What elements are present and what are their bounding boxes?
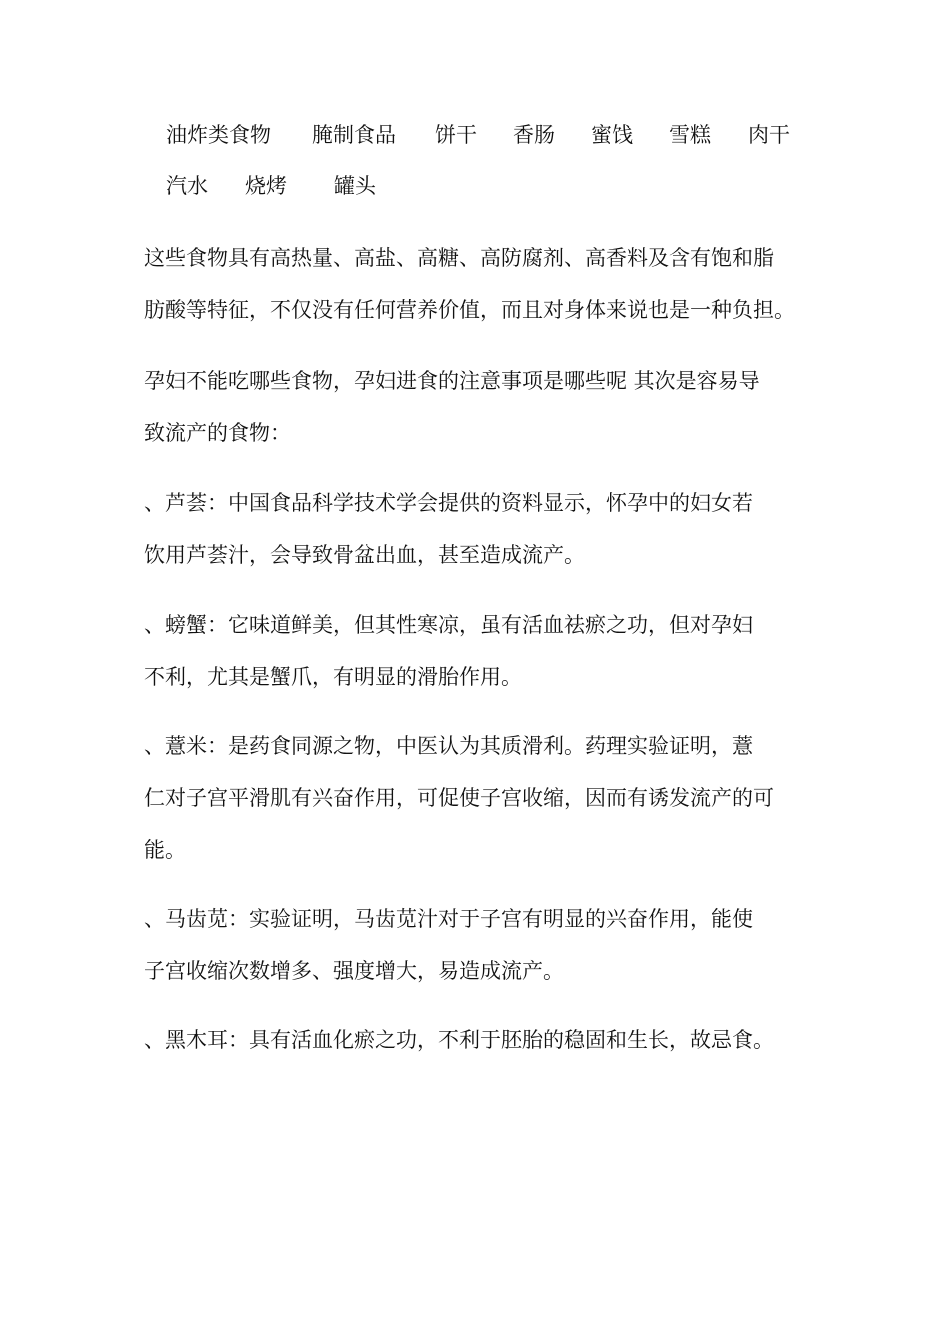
paragraph-aloe <box>144 477 812 581</box>
food-item: 烧烤 <box>245 174 287 198</box>
food-item: 香肠 <box>513 123 555 147</box>
text-line: 不利，尤其是蟹爪，有明显的滑胎作用。 <box>144 665 522 689</box>
food-item: 肉干 <box>748 123 790 147</box>
food-item: 油炸类食物 <box>166 123 271 147</box>
paragraph-black-fungus <box>144 1014 812 1066</box>
text-line: 、黑木耳：具有活血化瘀之功，不利于胚胎的稳固和生长，故忌食。 <box>144 1028 774 1052</box>
paragraph-purslane <box>144 893 812 997</box>
paragraph-junk-food-summary <box>144 232 812 336</box>
food-item: 罐头 <box>334 174 376 198</box>
text-line: 肪酸等特征，不仅没有任何营养价值，而且对身体来说也是一种负担。 <box>144 298 795 322</box>
text-line: 致流产的食物： <box>144 421 291 445</box>
text-line: 子宫收缩次数增多、强度增大，易造成流产。 <box>144 959 564 983</box>
paragraph-crab <box>144 599 812 703</box>
text-line: 、螃蟹：它味道鲜美，但其性寒凉，虽有活血祛瘀之功，但对孕妇 <box>144 613 753 637</box>
text-line: 这些食物具有高热量、高盐、高糖、高防腐剂、高香料及含有饱和脂 <box>144 246 774 270</box>
text-line: 、薏米：是药食同源之物，中医认为其质滑利。药理实验证明，薏 <box>144 734 753 758</box>
food-item: 雪糕 <box>669 123 711 147</box>
food-item: 汽水 <box>166 174 208 198</box>
food-item: 蜜饯 <box>591 123 633 147</box>
text-line: 、马齿苋：实验证明，马齿苋汁对于子宫有明显的兴奋作用，能使 <box>144 907 753 931</box>
text-line: 、芦荟：中国食品科学技术学会提供的资料显示，怀孕中的妇女若 <box>144 491 753 515</box>
text-line: 饮用芦荟汁，会导致骨盆出血，甚至造成流产。 <box>144 543 585 567</box>
food-item: 饼干 <box>435 123 477 147</box>
paragraph-intro-miscarriage-foods <box>144 355 812 459</box>
text-line: 能。 <box>144 838 186 862</box>
text-line: 孕妇不能吃哪些食物，孕妇进食的注意事项是哪些呢 其次是容易导 <box>144 369 760 393</box>
paragraph-coix-seed <box>144 720 812 876</box>
text-line: 仁对子宫平滑肌有兴奋作用，可促使子宫收缩，因而有诱发流产的可 <box>144 786 774 810</box>
food-item: 腌制食品 <box>312 123 396 147</box>
